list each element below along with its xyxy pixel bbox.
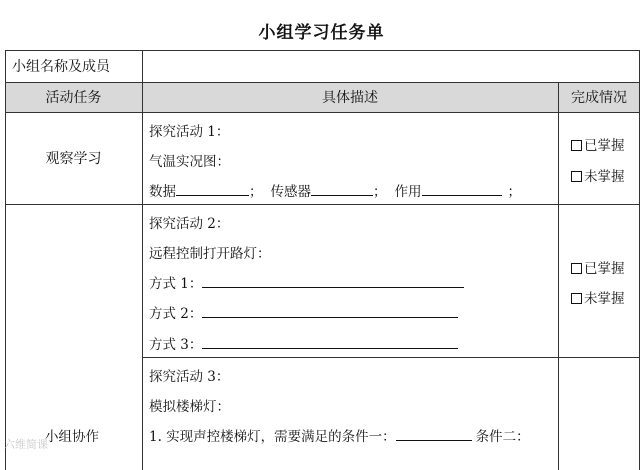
task-2-method-3: 方式 3：	[149, 333, 458, 353]
task-1-name: 观察学习	[45, 151, 102, 167]
task-2-status-not-mastered[interactable]: 未掌握	[571, 287, 625, 307]
sensor-blank-field[interactable]	[311, 183, 373, 196]
task-1-activity: 探究活动 1：	[149, 124, 230, 140]
task-1-status-not-mastered[interactable]: 未掌握	[571, 165, 625, 185]
task-3-subtitle: 模拟楼梯灯：	[149, 399, 230, 415]
separator: ；	[507, 184, 521, 200]
checkbox-icon[interactable]	[571, 171, 582, 182]
task-2-method-1: 方式 1：	[149, 272, 464, 292]
table-border	[558, 82, 559, 470]
method-2-blank-field[interactable]	[202, 305, 458, 318]
task-1-fields	[149, 180, 521, 200]
data-blank-field[interactable]	[176, 183, 249, 196]
method-3-blank-field[interactable]	[202, 336, 458, 349]
watermark-logo: 六维简课	[4, 438, 48, 451]
task-1-subtitle: 气温实况图：	[149, 154, 230, 170]
task-2-subtitle: 远程控制打开路灯：	[149, 246, 271, 262]
task-sheet-table	[5, 50, 640, 470]
table-border	[142, 357, 640, 358]
table-border	[142, 50, 143, 470]
group-name-field[interactable]	[143, 51, 639, 82]
task-2-activity: 探究活动 2：	[149, 216, 230, 232]
header-description: 具体描述	[322, 90, 378, 106]
task-1-status-mastered[interactable]: 已掌握	[571, 134, 625, 154]
role-label: 作用	[394, 184, 422, 200]
header-activity-task: 活动任务	[45, 90, 102, 106]
task-3-item-1: 1. 实现声控楼梯灯，需要满足的条件一： 条件二：	[149, 429, 530, 445]
page-title: 小组学习任务单	[258, 23, 385, 43]
role-blank-field[interactable]	[422, 183, 502, 196]
group-name-label: 小组名称及成员	[12, 59, 110, 75]
separator: ；	[249, 184, 263, 200]
checkbox-icon[interactable]	[571, 263, 582, 274]
condition-1-blank-field[interactable]	[396, 428, 472, 441]
task-2-status-mastered[interactable]: 已掌握	[571, 257, 625, 277]
checkbox-icon[interactable]	[571, 140, 582, 151]
separator: ；	[373, 184, 387, 200]
sensor-label: 传感器	[270, 184, 311, 200]
task-2-method-2: 方式 2：	[149, 302, 458, 322]
checkbox-icon[interactable]	[571, 293, 582, 304]
data-label: 数据	[149, 184, 176, 200]
table-border	[5, 204, 640, 205]
task-3-name: 小组协作	[45, 429, 99, 445]
method-1-blank-field[interactable]	[202, 275, 464, 288]
header-completion-status: 完成情况	[571, 90, 627, 106]
table-border	[639, 50, 640, 470]
task-3-activity: 探究活动 3：	[149, 369, 230, 385]
